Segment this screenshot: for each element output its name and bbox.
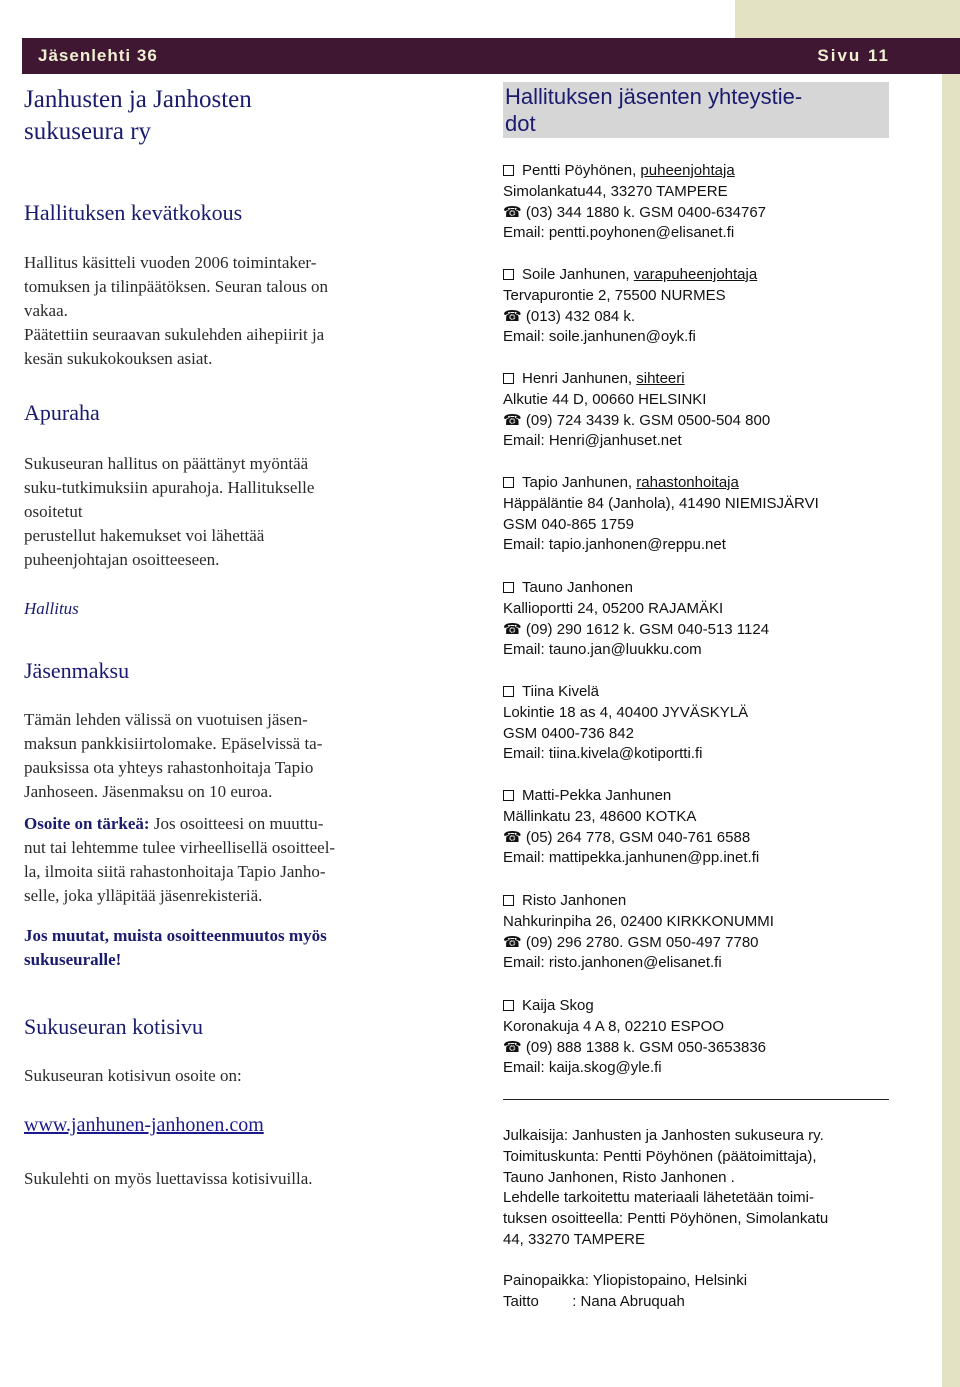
text-line: pauksissa ota yhteys rahastonhoitaja Tapio: [24, 758, 314, 777]
contact-name-line: [503, 578, 923, 599]
text-line: Painopaikka: Yliopistopaino, Helsinki: [503, 1272, 748, 1289]
text-line: selle, joka ylläpitää jäsenrekisteriä.: [24, 886, 263, 905]
contact-name: Soile Janhunen,: [522, 266, 634, 283]
apuraha-text: [24, 452, 314, 572]
title-line: sukuseura ry: [24, 118, 152, 145]
text-line: kesän sukukokouksen asiat.: [24, 349, 213, 368]
osoite-text: [24, 812, 416, 908]
contact-name-line: [503, 891, 923, 912]
text-line: Päätettiin seuraavan sukulehden aihepiirit ja: [24, 325, 325, 344]
jasenmaksu-text: [24, 708, 416, 804]
text-line: tuksen osoitteella: Pentti Pöyhönen, Simolankatu: [503, 1210, 829, 1228]
contact-detail: ☎ (09) 290 1612 k. GSM 040-513 1124: [503, 620, 770, 638]
text-line: Hallitus käsitteli vuoden 2006 toimintaker-: [24, 253, 317, 272]
text-line: puheenjohtajan osoitteeseen.: [24, 550, 220, 569]
contact-detail: ☎ (05) 264 778, GSM 040-761 6588: [503, 828, 751, 846]
text-line: 44, 33270 TAMPERE: [503, 1230, 646, 1248]
contact-email: Email: mattipekka.janhunen@pp.inet.fi: [503, 849, 760, 867]
checkbox-icon: [503, 373, 514, 384]
text-line: suku-tutkimuksiin apurahoja. Hallitukselle: [24, 478, 315, 497]
contact-detail: ☎ (09) 888 1388 k. GSM 050-3653836: [503, 1038, 767, 1056]
contact-name-line: [503, 161, 923, 182]
text-line: perustellut hakemukset voi lähettää: [24, 526, 265, 545]
contact-detail: ☎ (09) 296 2780. GSM 050-497 7780: [503, 933, 759, 951]
contact-name: Henri Janhunen,: [522, 370, 637, 387]
checkbox-icon: [503, 1000, 514, 1011]
contact-detail: Tervapurontie 2, 75500 NURMES: [503, 286, 726, 304]
text-line: Sukuseuran hallitus on päättänyt myöntää: [24, 454, 309, 473]
checkbox-icon: [503, 477, 514, 488]
contact-entry: [503, 578, 923, 661]
contact-entry: [503, 996, 923, 1079]
heading-jasenmaksu: Jäsenmaksu: [24, 658, 130, 683]
checkbox-icon: [503, 790, 514, 801]
contact-email: Email: Henri@janhuset.net: [503, 432, 682, 450]
text-line: sukuseuralle!: [24, 950, 122, 969]
print-info: [503, 1271, 923, 1313]
checkbox-icon: [503, 165, 514, 176]
text-line: Tauno Janhonen, Risto Janhonen .: [503, 1168, 735, 1186]
contact-detail: Häppäläntie 84 (Janhola), 41490 NIEMISJÄRVI: [503, 494, 819, 512]
contact-name: Tapio Janhunen,: [522, 474, 637, 491]
contact-detail: Koronakuja 4 A 8, 02210 ESPOO: [503, 1017, 724, 1035]
checkbox-icon: [503, 269, 514, 280]
contact-name-line: [503, 473, 923, 494]
contact-entry: [503, 891, 923, 974]
contact-email: Email: tauno.jan@luukku.com: [503, 641, 702, 659]
contacts-heading-box: [503, 82, 889, 138]
text-span: Jos osoitteesi on muuttu-: [149, 814, 324, 833]
heading-apuraha: Apuraha: [24, 400, 100, 425]
contact-email: Email: tapio.janhonen@reppu.net: [503, 536, 726, 554]
contact-name: Tauno Janhonen: [522, 579, 633, 596]
contact-name: Kaija Skog: [522, 997, 594, 1014]
kevatkokous-text: [24, 251, 328, 371]
text-line: la, ilmoita siitä rahastonhoitaja Tapio Janho-: [24, 862, 326, 881]
contact-role: sihteeri: [636, 370, 685, 387]
text-line: Lehdelle tarkoitettu materiaali lähetetään toimi-: [503, 1189, 815, 1207]
text-line: Jos muutat, muista osoitteenmuutos myös: [24, 926, 327, 945]
contact-role: puheenjohtaja: [640, 162, 735, 179]
kotisivu-text: Sukuseuran kotisivun osoite on:: [24, 1066, 242, 1085]
contact-name: Matti-Pekka Janhunen: [522, 787, 672, 804]
contact-detail: Alkutie 44 D, 00660 HELSINKI: [503, 390, 707, 408]
text-line: maksun pankkisiirtolomake. Epäselvissä ta-: [24, 734, 323, 753]
page-title: [24, 84, 252, 148]
page-header: [22, 38, 960, 74]
heading-kevatkokous: Hallituksen kevätkokous: [24, 200, 243, 225]
contact-name-line: [503, 996, 923, 1017]
right-margin-bar: [942, 74, 960, 1387]
contact-entry: [503, 369, 923, 452]
contact-role: rahastonhoitaja: [636, 474, 739, 491]
divider-line: [503, 1099, 889, 1100]
contact-detail: Lokintie 18 as 4, 40400 JYVÄSKYLÄ: [503, 703, 749, 721]
contact-detail: GSM 0400-736 842: [503, 724, 634, 742]
checkbox-icon: [503, 582, 514, 593]
contact-name: Pentti Pöyhönen,: [522, 162, 641, 179]
contacts-heading-line: Hallituksen jäsenten yhteystie-: [505, 84, 803, 109]
contact-email: Email: pentti.poyhonen@elisanet.fi: [503, 224, 735, 242]
contact-entry: [503, 682, 923, 765]
title-line: Janhusten ja Janhosten: [24, 86, 252, 113]
publisher-info: [503, 1126, 923, 1251]
contact-detail: Nahkurinpiha 26, 02400 KIRKKONUMMI: [503, 912, 774, 930]
issue-label: Jäsenlehti 36: [38, 46, 158, 65]
website-link[interactable]: www.janhunen-janhonen.com: [24, 1114, 264, 1136]
contact-name-line: [503, 682, 923, 703]
contact-detail: ☎ (03) 344 1880 k. GSM 0400-634767: [503, 203, 767, 221]
text-line: Toimituskunta: Pentti Pöyhönen (päätoimittaja),: [503, 1147, 817, 1165]
page-number: Sivu 11: [817, 46, 890, 65]
contacts-heading-line: dot: [505, 111, 536, 136]
heading-kotisivu: Sukuseuran kotisivu: [24, 1014, 204, 1039]
contact-detail: ☎ (09) 724 3439 k. GSM 0500-504 800: [503, 411, 771, 429]
signature-hallitus: Hallitus: [24, 599, 79, 618]
contact-email: Email: risto.janhonen@elisanet.fi: [503, 954, 722, 972]
text-line: Janhoseen. Jäsenmaksu on 10 euroa.: [24, 782, 273, 801]
contact-name: Risto Janhonen: [522, 892, 627, 909]
text-line: [24, 812, 416, 836]
contact-detail: Mällinkatu 23, 48600 KOTKA: [503, 807, 697, 825]
contact-name-line: [503, 369, 923, 390]
bold-note: [24, 924, 327, 972]
kotisivu-note: Sukulehti on myös luettavissa kotisivuilla.: [24, 1169, 313, 1188]
text-line: Julkaisija: Janhusten ja Janhosten sukuseura ry.: [503, 1127, 824, 1144]
bold-lead: Osoite on tärkeä:: [24, 814, 150, 833]
checkbox-icon: [503, 895, 514, 906]
text-line: Taitto : Nana Abruquah: [503, 1292, 685, 1310]
text-line: Tämän lehden välissä on vuotuisen jäsen-: [24, 710, 308, 729]
contact-name: Tiina Kivelä: [522, 683, 599, 700]
contact-detail: Simolankatu44, 33270 TAMPERE: [503, 182, 728, 200]
text-line: tomuksen ja tilinpäätöksen. Seuran talous on: [24, 277, 329, 296]
contact-name-line: [503, 786, 923, 807]
text-line: vakaa.: [24, 301, 68, 320]
contact-entry: [503, 161, 923, 244]
contact-entry: [503, 265, 923, 348]
contact-email: Email: tiina.kivela@kotiportti.fi: [503, 745, 703, 763]
contact-entry: [503, 786, 923, 869]
corner-accent: [735, 0, 960, 40]
contact-detail: GSM 040-865 1759: [503, 515, 634, 533]
contact-email: Email: kaija.skog@yle.fi: [503, 1059, 662, 1077]
contact-detail: Kallioportti 24, 05200 RAJAMÄKI: [503, 599, 724, 617]
text-line: nut tai lehtemme tulee virheellisellä osoitteel-: [24, 838, 336, 857]
contact-role: varapuheenjohtaja: [633, 266, 758, 283]
contact-email: Email: soile.janhunen@oyk.fi: [503, 328, 696, 346]
contact-detail: ☎ (013) 432 084 k.: [503, 307, 636, 325]
contact-name-line: [503, 265, 923, 286]
contact-entry: [503, 473, 923, 556]
text-line: osoitetut: [24, 502, 83, 521]
checkbox-icon: [503, 686, 514, 697]
